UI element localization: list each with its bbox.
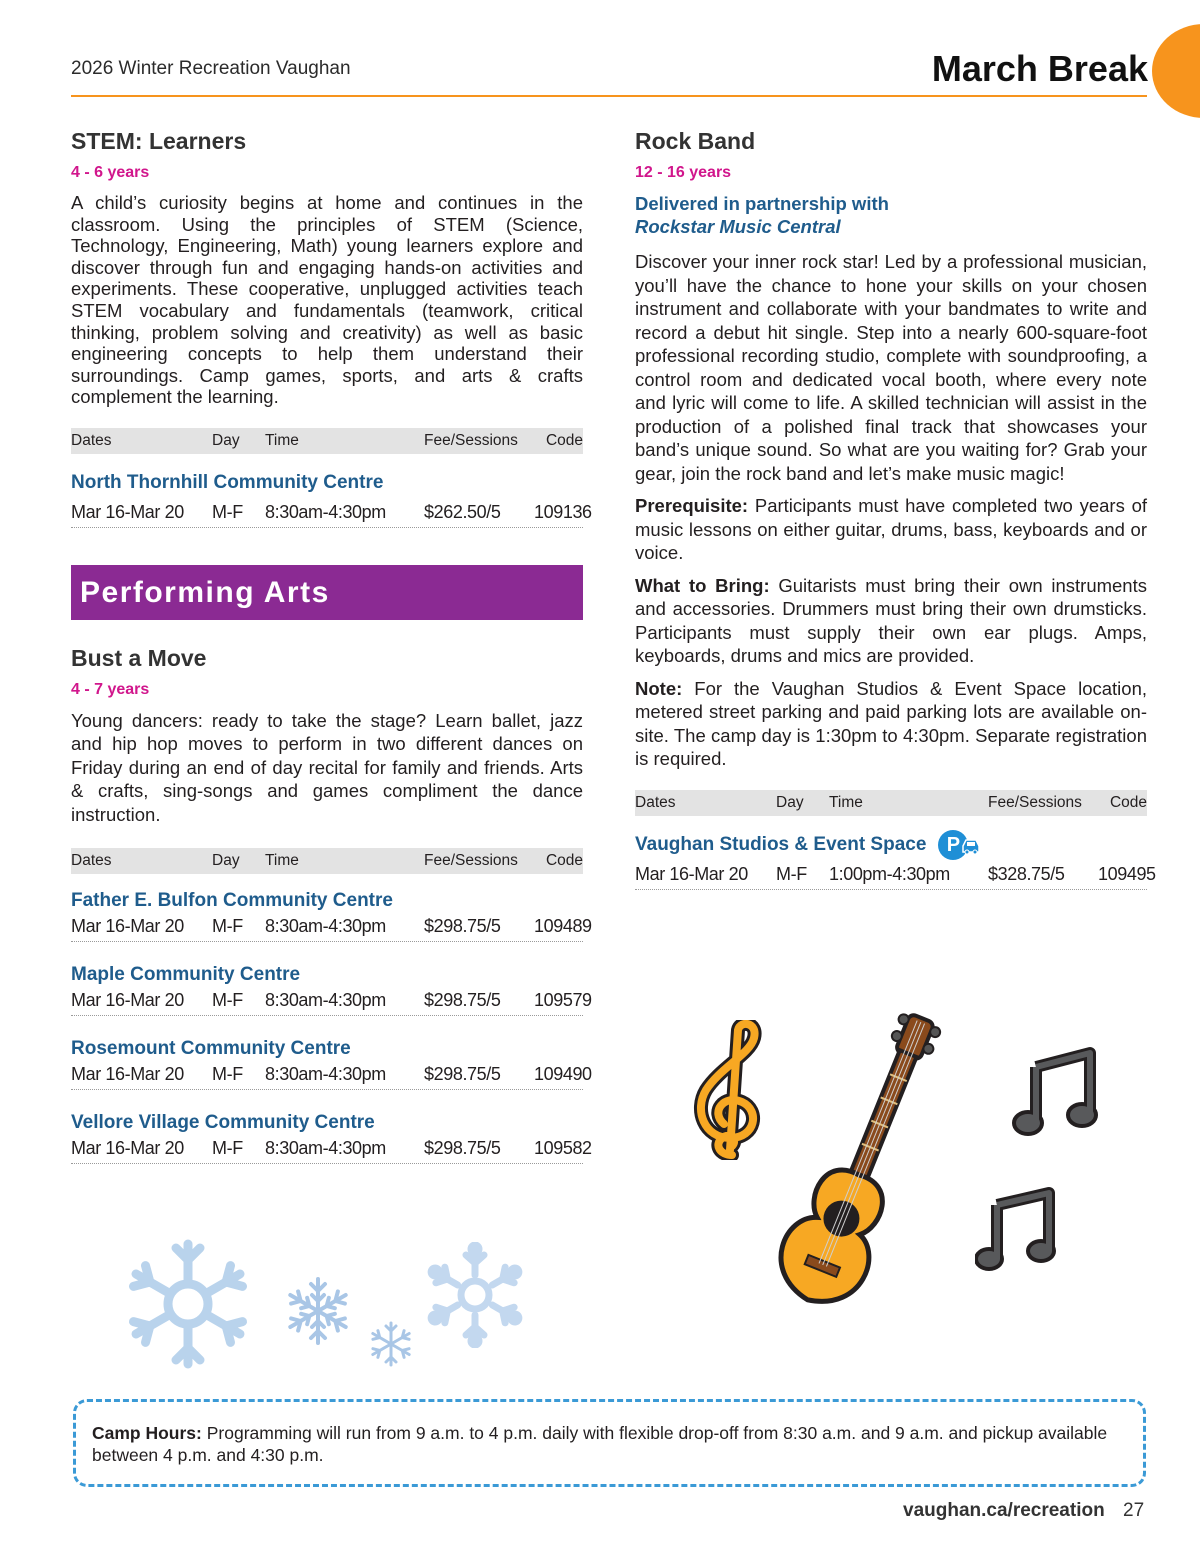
row-fee: $298.75/5	[424, 1138, 501, 1159]
music-note-icon	[975, 1185, 1060, 1275]
row-time: 8:30am-4:30pm	[265, 916, 386, 937]
table-header	[71, 848, 583, 874]
program-description-rock-band: Discover your inner rock star! Led by a professional musician, you’ll have the chance to hone your skills on your chosen instrument and collaborate with your bandmates to write and record a debut hit single. Step into a nearly 600-square-foot professional recording studio, complete with soundproofing, a control room and dedicated vocal booth, where every note and lyric will come to life. A skilled technician will assist in the production of a polished final track that showcases your band’s unique sound. So what are you waiting for? Grab your gear, join the rock band and let’s make music magic!	[635, 251, 1147, 484]
section-band-performing-arts: Performing Arts	[71, 565, 583, 620]
row-code[interactable]: 109582	[534, 1138, 592, 1159]
what-to-bring-text: Guitarists must bring their own instruments and accessories. Drummers must bring their own drumsticks. Participants must supply their own ear plugs. Amps, keyboards, drums and mics are provided.	[635, 574, 1147, 666]
header-dates: Dates	[635, 793, 676, 811]
location-name[interactable]: Father E. Bulfon Community Centre	[71, 890, 393, 912]
row-time: 8:30am-4:30pm	[265, 1064, 386, 1085]
header-fee: Fee/Sessions	[424, 431, 518, 449]
row-day: M-F	[212, 1138, 243, 1159]
music-note-icon	[1012, 1045, 1102, 1140]
parking-badge	[938, 830, 982, 860]
row-code[interactable]: 109136	[534, 501, 592, 522]
header-day: Day	[212, 431, 240, 449]
row-code[interactable]: 109495	[1098, 863, 1156, 884]
prerequisite-label: Prerequisite:	[635, 495, 749, 516]
row-fee: $298.75/5	[424, 1064, 501, 1085]
header-code: Code	[1109, 793, 1147, 811]
location-row-title	[635, 830, 1147, 860]
note-label: Note:	[635, 677, 683, 699]
header-code: Code	[545, 431, 583, 449]
header-code: Code	[545, 852, 583, 870]
row-dates: Mar 16-Mar 20	[71, 1138, 184, 1159]
note-text: For the Vaughan Studios & Event Space location, metered street parking and paid parking lots are available on-site. The camp day is 1:30pm to 4:30pm. Separate registration is required.	[635, 677, 1148, 769]
row-code[interactable]: 109489	[534, 916, 592, 937]
header-dates: Dates	[71, 431, 112, 449]
program-title-rock-band: Rock Band	[635, 128, 756, 154]
footer-url[interactable]: vaughan.ca/recreation	[903, 1500, 1105, 1521]
snowflake-icon	[122, 1238, 254, 1370]
location-name[interactable]: Vaughan Studios & Event Space	[635, 833, 927, 855]
row-time: 8:30am-4:30pm	[265, 990, 386, 1011]
location-name[interactable]: Rosemount Community Centre	[71, 1038, 351, 1060]
row-fee: $298.75/5	[424, 990, 501, 1011]
snowflake-icon	[367, 1320, 415, 1368]
row-dates: Mar 16-Mar 20	[71, 501, 184, 522]
camp-hours-label: Camp Hours:	[92, 1423, 202, 1443]
what-to-bring-label: What to Bring:	[635, 574, 770, 596]
row-code[interactable]: 109579	[534, 990, 592, 1011]
header-divider	[71, 95, 1147, 97]
row-time: 1:00pm-4:30pm	[829, 863, 950, 884]
header-day: Day	[212, 852, 240, 870]
row-dates: Mar 16-Mar 20	[635, 863, 748, 884]
left-column	[71, 128, 592, 1164]
program-title-bust-a-move: Bust a Move	[71, 644, 207, 671]
row-code[interactable]: 109490	[534, 1064, 592, 1085]
program-description-stem: A child’s curiosity begins at home and continues in the classroom. Using the principles of STEM (Science, Technology, Engineering, Math) young learners explore and discover through fun and engaging hands-on activities and experiments. These cooperative, unplugged activities teach STEM vocabulary and fundamentals (teamwork, critical thinking, problem solving and creativity) as well as basic engineering concepts to help them understand their surroundings. Camp games, sports, and arts & crafts complement the learning.	[71, 192, 583, 408]
right-column	[635, 128, 1156, 890]
partner-name: Rockstar Music Central	[635, 216, 841, 237]
location-note	[635, 677, 1147, 771]
page-number: 27	[1123, 1500, 1145, 1521]
guitar-icon	[760, 1000, 960, 1330]
header-dates: Dates	[71, 852, 112, 870]
what-to-bring-note	[635, 574, 1147, 668]
row-fee: $328.75/5	[988, 863, 1065, 884]
row-time: 8:30am-4:30pm	[265, 501, 386, 522]
header-accent-circle	[1152, 24, 1200, 118]
row-day: M-F	[212, 916, 243, 937]
row-dates: Mar 16-Mar 20	[71, 1064, 184, 1085]
header-fee: Fee/Sessions	[424, 852, 518, 870]
age-range-rock-band: 12 - 16 years	[635, 164, 732, 181]
program-title-stem: STEM: Learners	[71, 128, 247, 154]
table-row	[635, 860, 1156, 890]
table-row	[71, 1134, 592, 1164]
row-day: M-F	[212, 1064, 243, 1085]
header-time: Time	[829, 793, 863, 811]
camp-hours-callout	[73, 1399, 1146, 1487]
prerequisite-text: Participants must have completed two years of music lessons on either guitar, drums, bass, keyboards and or voice.	[635, 495, 1147, 563]
prerequisite-note	[635, 494, 1147, 565]
row-fee: $298.75/5	[424, 916, 501, 937]
header-time: Time	[265, 431, 299, 449]
partner-line: Delivered in partnership with	[635, 193, 889, 214]
row-day: M-F	[212, 990, 243, 1011]
age-range-stem: 4 - 6 years	[71, 164, 150, 181]
header-time: Time	[265, 852, 299, 870]
table-header	[71, 428, 583, 454]
header-fee: Fee/Sessions	[988, 793, 1082, 811]
section-title: March Break	[931, 48, 1148, 89]
location-name[interactable]: North Thornhill Community Centre	[71, 471, 384, 493]
publication-title: 2026 Winter Recreation Vaughan	[71, 58, 351, 79]
table-row	[71, 986, 592, 1016]
car-icon	[960, 835, 982, 855]
row-dates: Mar 16-Mar 20	[71, 916, 184, 937]
table-row	[71, 1060, 592, 1090]
header-day: Day	[776, 793, 804, 811]
row-time: 8:30am-4:30pm	[265, 1138, 386, 1159]
table-header	[635, 790, 1147, 816]
row-fee: $262.50/5	[424, 501, 501, 522]
parking-icon: P	[938, 830, 968, 860]
table-row	[71, 498, 592, 528]
location-name[interactable]: Maple Community Centre	[71, 964, 301, 986]
row-dates: Mar 16-Mar 20	[71, 990, 184, 1011]
camp-hours-text: Programming will run from 9 a.m. to 4 p.m. daily with flexible drop-off from 8:30 a.m. and 9 a.m. and pickup available between 4 p.m. and 4:30 p.m.	[92, 1423, 1108, 1465]
row-day: M-F	[212, 501, 243, 522]
partner-credit	[635, 192, 1147, 238]
age-range-bust-a-move: 4 - 7 years	[71, 680, 150, 698]
location-name[interactable]: Vellore Village Community Centre	[71, 1112, 375, 1134]
snowflake-icon	[282, 1275, 354, 1347]
program-description-bust-a-move: Young dancers: ready to take the stage? Learn ballet, jazz and hip hop moves to perform in two different dances on Friday during an end of day recital for family and friends. Arts & crafts, sing-songs and games compliment the dance instruction.	[71, 709, 583, 825]
row-day: M-F	[776, 863, 807, 884]
snowflake-icon	[422, 1242, 528, 1348]
table-row	[71, 912, 592, 942]
